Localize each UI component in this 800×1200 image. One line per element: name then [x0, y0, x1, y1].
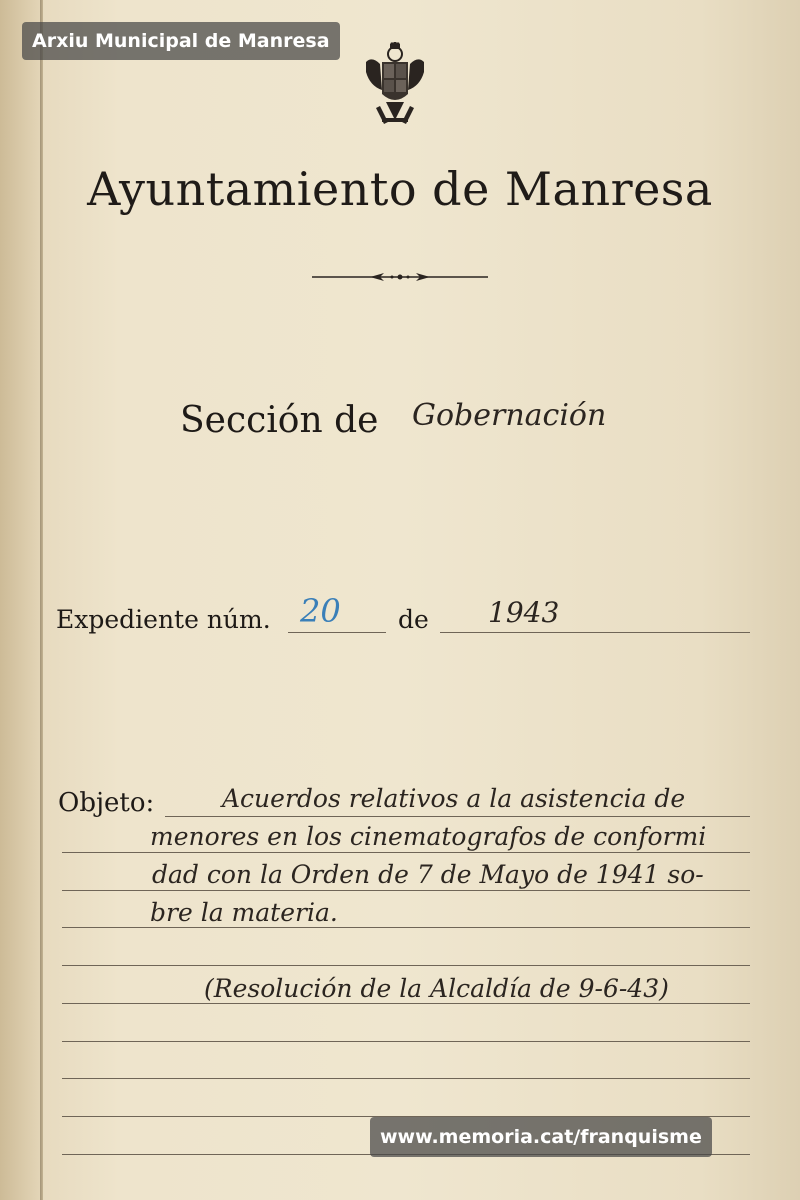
year-label: de [398, 605, 429, 634]
objeto-line-4 [62, 927, 750, 928]
coat-of-arms-icon [362, 42, 428, 128]
objeto-line-6 [62, 1003, 750, 1004]
objeto-line-1 [165, 816, 750, 817]
objeto-line-5 [62, 965, 750, 966]
year-value: 1943 [488, 596, 560, 629]
objeto-line-7 [62, 1041, 750, 1042]
objeto-label: Objeto: [58, 788, 155, 818]
objeto-text-line-2: menores en los cinematografos de conformi [150, 822, 707, 851]
divider-ornament-icon [312, 268, 488, 286]
objeto-text-line-4: bre la materia. [150, 898, 338, 927]
resolution-note: (Resolución de la Alcaldía de 9-6-43) [204, 974, 669, 1003]
objeto-text-line-3: dad con la Orden de 7 de Mayo de 1941 so- [152, 860, 704, 889]
site-watermark: www.memoria.cat/franquisme [370, 1117, 712, 1157]
expediente-label: Expediente núm. [56, 605, 271, 634]
section-value: Gobernación [412, 398, 607, 433]
objeto-text-line-1: Acuerdos relativos a la asistencia de [222, 784, 686, 813]
page-title: Ayuntamiento de Manresa [87, 162, 713, 216]
section-label: Sección de [180, 400, 379, 441]
objeto-line-8 [62, 1078, 750, 1079]
expediente-number: 20 [300, 592, 341, 630]
objeto-line-2 [62, 852, 750, 853]
year-line [440, 632, 750, 633]
expediente-number-line [288, 632, 386, 633]
objeto-line-3 [62, 890, 750, 891]
archive-watermark: Arxiu Municipal de Manresa [22, 22, 340, 60]
